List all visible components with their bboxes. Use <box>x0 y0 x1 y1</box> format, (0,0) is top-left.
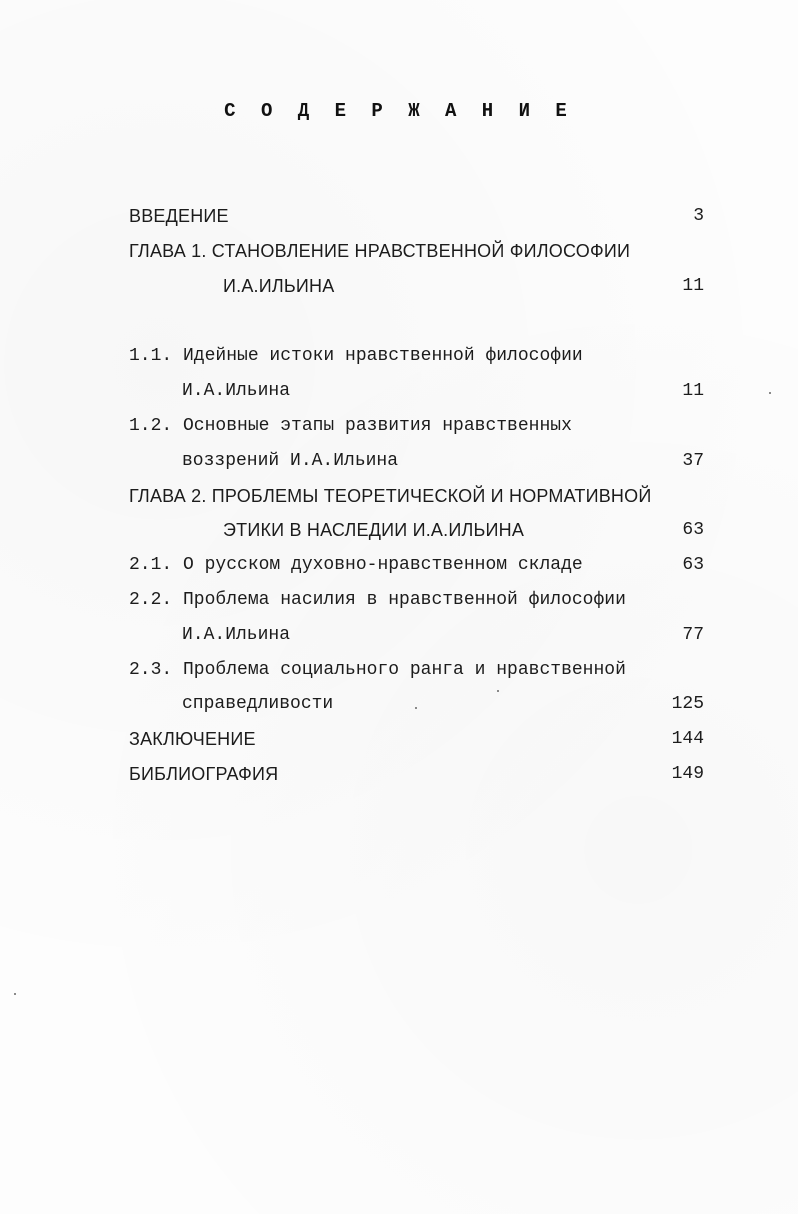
toc-entry-section-2-2: 2.2. Проблема насилия в нравственной философии <box>129 590 626 610</box>
scan-speck <box>415 707 417 709</box>
toc-entry-chapter-2-cont: ЭТИКИ В НАСЛЕДИИ И.А.ИЛЬИНА <box>223 520 525 540</box>
toc-entry-introduction: ВВЕДЕНИЕ <box>129 206 229 226</box>
toc-page-section-1-1: 11 <box>682 381 704 401</box>
toc-page-bibliography: 149 <box>671 764 704 784</box>
scan-speck <box>497 690 499 692</box>
toc-page-introduction: 3 <box>693 206 704 226</box>
toc-entry-section-1-2-cont: воззрений И.А.Ильина <box>182 451 399 471</box>
toc-entry-chapter-1: ГЛАВА 1. СТАНОВЛЕНИЕ НРАВСТВЕННОЙ ФИЛОСОФИИ <box>129 241 631 261</box>
scan-speck <box>769 392 771 394</box>
toc-entry-section-2-1: 2.1. О русском духовно-нравственном складе <box>129 555 583 575</box>
toc-page-chapter-1: 11 <box>682 276 704 296</box>
toc-entry-section-2-3-cont: справедливости <box>182 694 334 714</box>
toc-page-chapter-2: 63 <box>682 520 704 540</box>
toc-entry-section-1-1-cont: И.А.Ильина <box>182 381 291 401</box>
toc-entry-section-2-2-cont: И.А.Ильина <box>182 625 291 645</box>
toc-page-section-1-2: 37 <box>682 451 704 471</box>
toc-page-conclusion: 144 <box>671 729 704 749</box>
toc-entry-section-2-3: 2.3. Проблема социального ранга и нравственной <box>129 660 626 680</box>
toc-entry-section-1-2: 1.2. Основные этапы развития нравственных <box>129 416 572 436</box>
toc-entry-chapter-1-cont: И.А.ИЛЬИНА <box>223 276 335 296</box>
toc-page-section-2-2: 77 <box>682 625 704 645</box>
toc-entry-section-1-1: 1.1. Идейные истоки нравственной философии <box>129 346 583 366</box>
toc-entry-bibliography: БИБЛИОГРАФИЯ <box>129 764 279 784</box>
toc-entry-chapter-2: ГЛАВА 2. ПРОБЛЕМЫ ТЕОРЕТИЧЕСКОЙ И НОРМАТИВНОЙ <box>129 486 652 506</box>
toc-page-section-2-1: 63 <box>682 555 704 575</box>
toc-entry-conclusion: ЗАКЛЮЧЕНИЕ <box>129 729 256 749</box>
page-title: С О Д Е Р Ж А Н И Е <box>224 100 574 122</box>
scan-speck <box>14 993 16 995</box>
toc-page-section-2-3: 125 <box>671 694 704 714</box>
